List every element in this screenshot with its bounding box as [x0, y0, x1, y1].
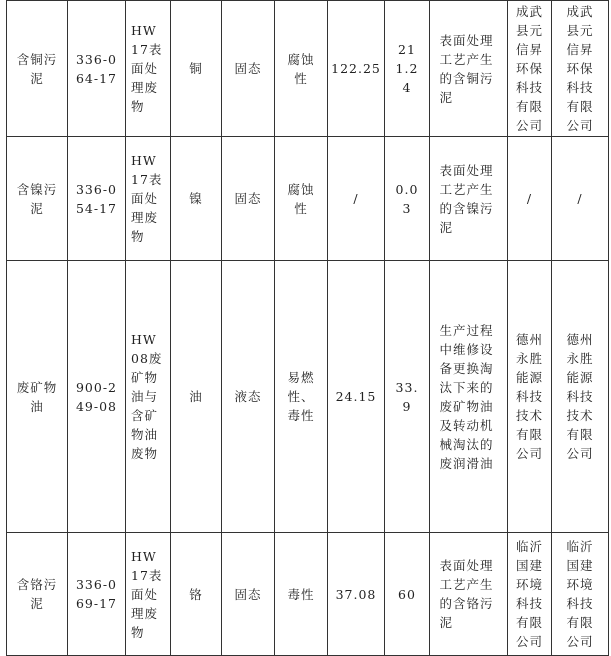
property-cell: 毒性 [275, 533, 328, 656]
table-row [7, 1, 609, 137]
amount1-cell: 122.25 [328, 1, 385, 137]
waste-code-cell: 336-054-17 [68, 137, 126, 261]
source-cell: 表面处理工艺产生的含铜污泥 [430, 1, 508, 137]
waste-code-cell: 900-249-08 [68, 261, 126, 533]
company1-cell: 德州永胜能源科技技术有限公司 [508, 261, 552, 533]
company2-cell: 临沂国建环境科技有限公司 [552, 533, 609, 656]
form-cell: 固态 [222, 137, 275, 261]
property-cell: 易燃性、毒性 [275, 261, 328, 533]
waste-name-cell: 含铜污泥 [7, 1, 68, 137]
waste-name-cell: 废矿物油 [7, 261, 68, 533]
amount1-cell: / [328, 137, 385, 261]
form-cell: 液态 [222, 261, 275, 533]
company1-cell: / [508, 137, 552, 261]
amount2-cell: 33.9 [385, 261, 430, 533]
form-cell: 固态 [222, 533, 275, 656]
waste-name-cell: 含镍污泥 [7, 137, 68, 261]
table-row [7, 261, 609, 533]
table-row [7, 137, 609, 261]
property-cell: 腐蚀性 [275, 137, 328, 261]
waste-category-cell: HW08废矿物油与含矿物油废物 [126, 261, 171, 533]
form-cell: 固态 [222, 1, 275, 137]
company1-cell: 成武县元信昇环保科技有限公司 [508, 1, 552, 137]
company2-cell: / [552, 137, 609, 261]
component-cell: 油 [171, 261, 222, 533]
property-cell: 腐蚀性 [275, 1, 328, 137]
waste-code-cell: 336-064-17 [68, 1, 126, 137]
waste-category-cell: HW17表面处理废物 [126, 533, 171, 656]
amount2-cell: 211.24 [385, 1, 430, 137]
company2-cell: 成武县元信昇环保科技有限公司 [552, 1, 609, 137]
waste-category-cell: HW17表面处理废物 [126, 137, 171, 261]
component-cell: 铜 [171, 1, 222, 137]
source-cell: 表面处理工艺产生的含铬污泥 [430, 533, 508, 656]
waste-name-cell: 含铬污泥 [7, 533, 68, 656]
amount1-cell: 24.15 [328, 261, 385, 533]
component-cell: 镍 [171, 137, 222, 261]
amount2-cell: 60 [385, 533, 430, 656]
source-cell: 表面处理工艺产生的含镍污泥 [430, 137, 508, 261]
waste-code-cell: 336-069-17 [68, 533, 126, 656]
amount2-cell: 0.03 [385, 137, 430, 261]
company2-cell: 德州永胜能源科技技术有限公司 [552, 261, 609, 533]
amount1-cell: 37.08 [328, 533, 385, 656]
hazardous-waste-table [6, 0, 609, 656]
waste-category-cell: HW17表面处理废物 [126, 1, 171, 137]
component-cell: 铬 [171, 533, 222, 656]
source-cell: 生产过程中维修设备更换淘汰下来的废矿物油及转动机械淘汰的废润滑油 [430, 261, 508, 533]
company1-cell: 临沂国建环境科技有限公司 [508, 533, 552, 656]
table-row [7, 533, 609, 656]
